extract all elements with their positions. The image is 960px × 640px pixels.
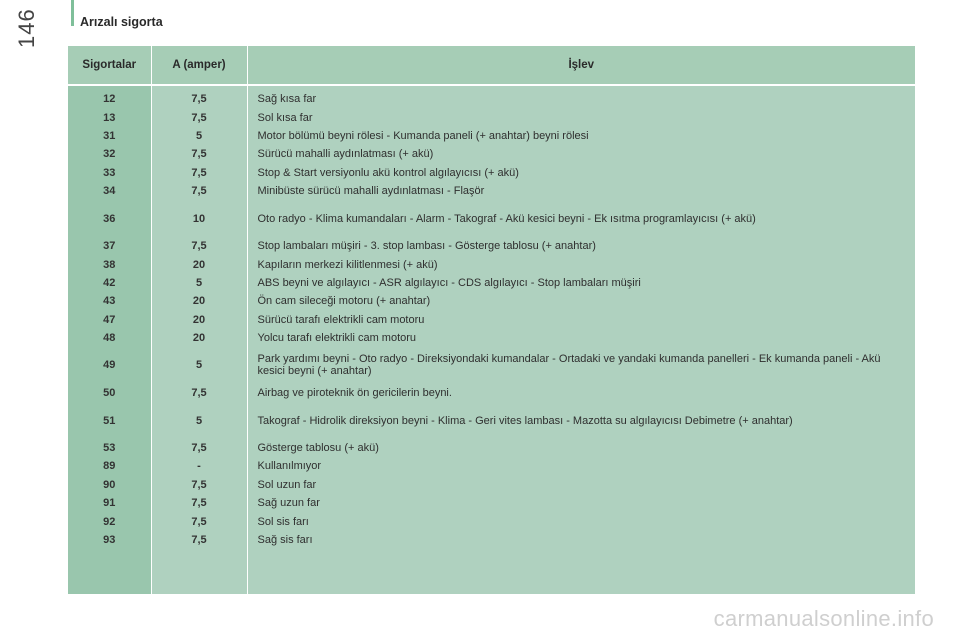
function-cell: Kapıların merkezi kilitlenmesi (+ akü) bbox=[257, 258, 438, 271]
table-row bbox=[68, 255, 915, 273]
function-cell: Ön cam sileceği motoru (+ anahtar) bbox=[257, 295, 431, 308]
ampere-cell: 7,5 bbox=[151, 182, 247, 200]
function-cell: Sol sis farı bbox=[257, 515, 309, 528]
table-row bbox=[68, 200, 915, 237]
table-row bbox=[68, 108, 915, 126]
table-row bbox=[68, 347, 915, 384]
table-body bbox=[68, 85, 915, 594]
fuse-table bbox=[68, 46, 915, 594]
ampere-cell: 7,5 bbox=[151, 494, 247, 512]
ampere-cell: 7,5 bbox=[151, 237, 247, 255]
fuse-number-cell: 92 bbox=[68, 512, 151, 530]
table-row bbox=[68, 182, 915, 200]
page-number: 146 bbox=[14, 8, 39, 48]
table-row bbox=[68, 237, 915, 255]
fuse-number-cell: 42 bbox=[68, 274, 151, 292]
function-cell: Kullanılmıyor bbox=[257, 460, 322, 473]
table-filler bbox=[68, 549, 915, 594]
ampere-cell: 7,5 bbox=[151, 384, 247, 402]
function-cell: Takograf - Hidrolik direksiyon beyni - Klima - Geri vites lambası - Mazotta su algılayıcısı Debimetre (+ anahtar) bbox=[257, 414, 793, 427]
header-function: İşlev bbox=[247, 46, 915, 85]
ampere-cell: - bbox=[151, 457, 247, 475]
fuse-number-cell: 12 bbox=[68, 90, 151, 108]
fuse-number-cell: 38 bbox=[68, 255, 151, 273]
ampere-cell: 7,5 bbox=[151, 145, 247, 163]
ampere-cell: 20 bbox=[151, 310, 247, 328]
fuse-number-cell: 33 bbox=[68, 164, 151, 182]
table-row bbox=[68, 476, 915, 494]
function-cell: Yolcu tarafı elektrikli cam motoru bbox=[257, 331, 417, 344]
function-cell: Sağ uzun far bbox=[257, 497, 320, 510]
ampere-cell: 5 bbox=[151, 402, 247, 439]
table-row bbox=[68, 402, 915, 439]
ampere-cell: 20 bbox=[151, 255, 247, 273]
function-cell: Gösterge tablosu (+ akü) bbox=[257, 442, 379, 455]
table-row bbox=[68, 127, 915, 145]
ampere-cell: 20 bbox=[151, 292, 247, 310]
ampere-cell: 7,5 bbox=[151, 512, 247, 530]
function-cell: Stop & Start versiyonlu akü kontrol algılayıcısı (+ akü) bbox=[257, 166, 519, 179]
fuse-number-cell: 50 bbox=[68, 384, 151, 402]
table-row bbox=[68, 384, 915, 402]
table-row bbox=[68, 90, 915, 108]
fuse-number-cell: 13 bbox=[68, 108, 151, 126]
table-row bbox=[68, 531, 915, 549]
function-cell: Sol uzun far bbox=[257, 478, 317, 491]
ampere-cell: 10 bbox=[151, 200, 247, 237]
ampere-cell: 5 bbox=[151, 127, 247, 145]
ampere-cell: 7,5 bbox=[151, 108, 247, 126]
table-row bbox=[68, 457, 915, 475]
function-cell: Stop lambaları müşiri - 3. stop lambası - Gösterge tablosu (+ anahtar) bbox=[257, 240, 596, 253]
ampere-cell: 7,5 bbox=[151, 164, 247, 182]
fuse-number-cell: 43 bbox=[68, 292, 151, 310]
fuse-number-cell: 32 bbox=[68, 145, 151, 163]
table-row bbox=[68, 292, 915, 310]
table-row bbox=[68, 164, 915, 182]
ampere-cell: 5 bbox=[151, 347, 247, 384]
function-cell: Airbag ve piroteknik ön gericilerin beyni. bbox=[257, 387, 452, 400]
fuse-number-cell: 37 bbox=[68, 237, 151, 255]
fuse-number-cell: 53 bbox=[68, 439, 151, 457]
watermark: carmanualsonline.info bbox=[713, 606, 934, 631]
ampere-cell: 7,5 bbox=[151, 476, 247, 494]
table-row bbox=[68, 439, 915, 457]
header-fuses: Sigortalar bbox=[68, 46, 151, 85]
table-header-row bbox=[68, 46, 915, 85]
fuse-number-cell: 49 bbox=[68, 347, 151, 384]
table-row bbox=[68, 494, 915, 512]
header-amperes: A (amper) bbox=[151, 46, 247, 85]
function-cell: Park yardımı beyni - Oto radyo - Direksiyondaki kumandalar - Ortadaki ve yandaki kumanda panelleri - Ek kumanda paneli - Akü kesici beyni (+ anahtar) bbox=[257, 353, 881, 378]
fuse-number-cell: 93 bbox=[68, 531, 151, 549]
fuse-number-cell: 51 bbox=[68, 402, 151, 439]
fuse-number-cell: 48 bbox=[68, 329, 151, 347]
section-accent-bar bbox=[71, 0, 74, 26]
ampere-cell: 5 bbox=[151, 274, 247, 292]
ampere-cell: 7,5 bbox=[151, 439, 247, 457]
function-cell: Motor bölümü beyni rölesi - Kumanda paneli (+ anahtar) beyni rölesi bbox=[257, 129, 589, 142]
function-cell: Sol kısa far bbox=[257, 111, 313, 124]
fuse-number-cell: 91 bbox=[68, 494, 151, 512]
function-cell: Sürücü tarafı elektrikli cam motoru bbox=[257, 313, 425, 326]
fuse-number-cell: 47 bbox=[68, 310, 151, 328]
ampere-cell: 7,5 bbox=[151, 531, 247, 549]
fuse-number-cell: 34 bbox=[68, 182, 151, 200]
table-row bbox=[68, 512, 915, 530]
function-cell: Sağ kısa far bbox=[257, 93, 317, 106]
ampere-cell: 7,5 bbox=[151, 90, 247, 108]
section-title: Arızalı sigorta bbox=[80, 15, 163, 29]
function-cell: Minibüste sürücü mahalli aydınlatması - Flaşör bbox=[257, 185, 485, 198]
fuse-number-cell: 89 bbox=[68, 457, 151, 475]
fuse-number-cell: 31 bbox=[68, 127, 151, 145]
fuse-number-cell: 36 bbox=[68, 200, 151, 237]
table-row bbox=[68, 329, 915, 347]
function-cell: ABS beyni ve algılayıcı - ASR algılayıcı - CDS algılayıcı - Stop lambaları müşiri bbox=[257, 276, 641, 289]
function-cell: Sürücü mahalli aydınlatması (+ akü) bbox=[257, 148, 434, 161]
table-row bbox=[68, 310, 915, 328]
function-cell: Sağ sis farı bbox=[257, 533, 313, 546]
ampere-cell: 20 bbox=[151, 329, 247, 347]
table-row bbox=[68, 274, 915, 292]
table-row bbox=[68, 145, 915, 163]
function-cell: Oto radyo - Klima kumandaları - Alarm - Takograf - Akü kesici beyni - Ek ısıtma programlayıcısı (+ akü) bbox=[257, 212, 756, 225]
fuse-number-cell: 90 bbox=[68, 476, 151, 494]
